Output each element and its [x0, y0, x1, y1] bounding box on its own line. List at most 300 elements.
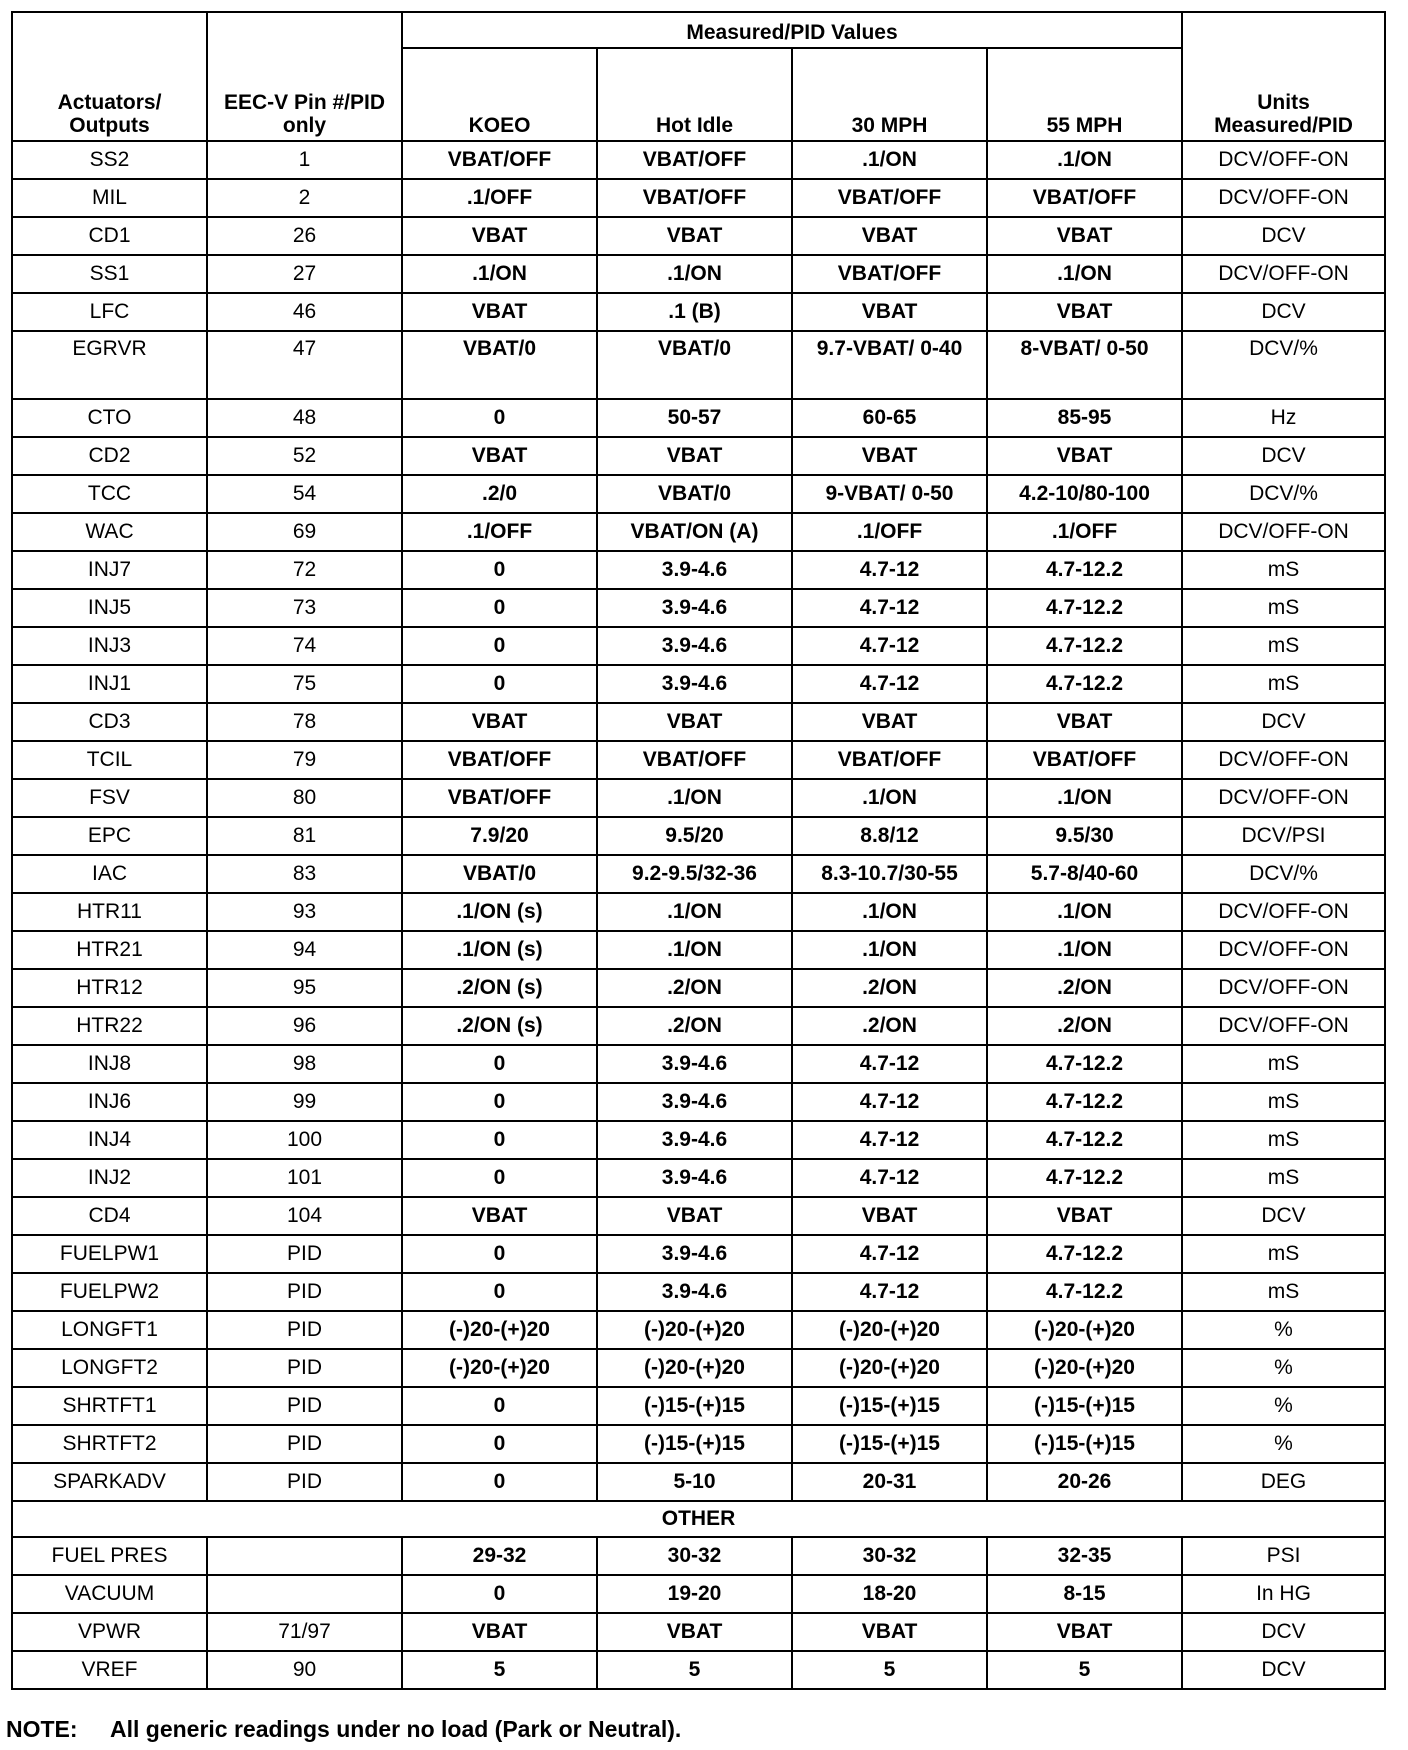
- actuator-name: VPWR: [12, 1613, 207, 1651]
- koeo-value: .2/ON (s): [402, 1007, 597, 1045]
- actuator-name: IAC: [12, 855, 207, 893]
- units-value: In HG: [1182, 1575, 1385, 1613]
- units-value: %: [1182, 1387, 1385, 1425]
- pin-number: 48: [207, 399, 402, 437]
- actuator-name: CD3: [12, 703, 207, 741]
- header-units: Units Measured/PID: [1182, 12, 1385, 141]
- pin-number: 1: [207, 141, 402, 179]
- koeo-value: 0: [402, 1425, 597, 1463]
- actuator-name: FUELPW1: [12, 1235, 207, 1273]
- table-row: [12, 1197, 1385, 1235]
- actuator-name: LONGFT2: [12, 1349, 207, 1387]
- table-row: [12, 1159, 1385, 1197]
- koeo-value: .1/ON: [402, 255, 597, 293]
- mph30-value: (-)15-(+)15: [792, 1387, 987, 1425]
- mph30-value: .2/ON: [792, 969, 987, 1007]
- pin-number: 75: [207, 665, 402, 703]
- mph30-value: .1/ON: [792, 893, 987, 931]
- actuator-name: INJ7: [12, 551, 207, 589]
- units-value: DCV: [1182, 1197, 1385, 1235]
- table-row: [12, 437, 1385, 475]
- units-value: DCV/%: [1182, 855, 1385, 893]
- units-value: mS: [1182, 1273, 1385, 1311]
- table-row: [12, 1235, 1385, 1273]
- koeo-value: 0: [402, 399, 597, 437]
- pin-number: PID: [207, 1425, 402, 1463]
- mph30-value: 4.7-12: [792, 1235, 987, 1273]
- koeo-value: 29-32: [402, 1537, 597, 1575]
- table-row: [12, 1349, 1385, 1387]
- hot-idle-value: 3.9-4.6: [597, 551, 792, 589]
- table-row: [12, 817, 1385, 855]
- hot-idle-value: (-)15-(+)15: [597, 1387, 792, 1425]
- actuator-name: LFC: [12, 293, 207, 331]
- mph30-value: 4.7-12: [792, 1159, 987, 1197]
- mph30-value: 60-65: [792, 399, 987, 437]
- koeo-value: VBAT/OFF: [402, 141, 597, 179]
- mph30-value: .1/ON: [792, 141, 987, 179]
- actuator-rows: [12, 141, 1385, 1501]
- units-value: mS: [1182, 627, 1385, 665]
- koeo-value: VBAT/0: [402, 331, 597, 399]
- actuator-name: EPC: [12, 817, 207, 855]
- mph55-value: 4.7-12.2: [987, 1235, 1182, 1273]
- mph30-value: 4.7-12: [792, 665, 987, 703]
- mph30-value: VBAT: [792, 703, 987, 741]
- actuator-name: CD1: [12, 217, 207, 255]
- hot-idle-value: .1 (B): [597, 293, 792, 331]
- actuator-name: CD4: [12, 1197, 207, 1235]
- koeo-value: 0: [402, 627, 597, 665]
- mph30-value: VBAT: [792, 437, 987, 475]
- mph55-value: VBAT/OFF: [987, 179, 1182, 217]
- mph30-value: 4.7-12: [792, 1273, 987, 1311]
- units-value: DCV/OFF-ON: [1182, 969, 1385, 1007]
- actuator-name: INJ8: [12, 1045, 207, 1083]
- mph55-value: 4.7-12.2: [987, 1159, 1182, 1197]
- header-55-mph: 55 MPH: [987, 48, 1182, 141]
- pin-number: PID: [207, 1387, 402, 1425]
- units-value: DCV: [1182, 1613, 1385, 1651]
- actuator-name: EGRVR: [12, 331, 207, 399]
- pin-number: PID: [207, 1311, 402, 1349]
- mph30-value: 20-31: [792, 1463, 987, 1501]
- pin-number: 72: [207, 551, 402, 589]
- koeo-value: .1/ON (s): [402, 893, 597, 931]
- hot-idle-value: VBAT: [597, 1613, 792, 1651]
- units-value: DCV: [1182, 703, 1385, 741]
- koeo-value: 0: [402, 1159, 597, 1197]
- table-row: [12, 1651, 1385, 1689]
- mph55-value: 5: [987, 1651, 1182, 1689]
- mph30-value: .1/ON: [792, 779, 987, 817]
- units-value: DCV/PSI: [1182, 817, 1385, 855]
- mph30-value: VBAT: [792, 1197, 987, 1235]
- mph30-value: (-)20-(+)20: [792, 1349, 987, 1387]
- pin-number: 90: [207, 1651, 402, 1689]
- units-value: %: [1182, 1349, 1385, 1387]
- koeo-value: .2/ON (s): [402, 969, 597, 1007]
- mph30-value: 30-32: [792, 1537, 987, 1575]
- pin-number: 98: [207, 1045, 402, 1083]
- table-row: [12, 893, 1385, 931]
- hot-idle-value: 5-10: [597, 1463, 792, 1501]
- koeo-value: VBAT: [402, 217, 597, 255]
- table-row: [12, 703, 1385, 741]
- hot-idle-value: 50-57: [597, 399, 792, 437]
- pin-number: [207, 1575, 402, 1613]
- units-value: DCV/OFF-ON: [1182, 255, 1385, 293]
- mph30-value: 5: [792, 1651, 987, 1689]
- mph55-value: 85-95: [987, 399, 1182, 437]
- units-value: DCV: [1182, 437, 1385, 475]
- units-value: %: [1182, 1425, 1385, 1463]
- pin-number: 54: [207, 475, 402, 513]
- units-value: %: [1182, 1311, 1385, 1349]
- koeo-value: 0: [402, 551, 597, 589]
- hot-idle-value: .1/ON: [597, 893, 792, 931]
- pin-number: 104: [207, 1197, 402, 1235]
- mph55-value: .1/ON: [987, 893, 1182, 931]
- eec-v-reference-table: [11, 11, 1386, 1690]
- table-row: [12, 589, 1385, 627]
- table-row: [12, 1575, 1385, 1613]
- pin-number: 47: [207, 331, 402, 399]
- pin-number: 78: [207, 703, 402, 741]
- koeo-value: VBAT/OFF: [402, 779, 597, 817]
- hot-idle-value: 3.9-4.6: [597, 627, 792, 665]
- actuator-name: HTR12: [12, 969, 207, 1007]
- pin-number: 74: [207, 627, 402, 665]
- hot-idle-value: (-)20-(+)20: [597, 1311, 792, 1349]
- actuator-name: FUEL PRES: [12, 1537, 207, 1575]
- units-value: DCV/OFF-ON: [1182, 513, 1385, 551]
- koeo-value: VBAT/OFF: [402, 741, 597, 779]
- koeo-value: VBAT/0: [402, 855, 597, 893]
- mph30-value: 4.7-12: [792, 1121, 987, 1159]
- pin-number: PID: [207, 1235, 402, 1273]
- koeo-value: VBAT: [402, 1197, 597, 1235]
- mph30-value: .1/ON: [792, 931, 987, 969]
- table-row: [12, 969, 1385, 1007]
- units-value: mS: [1182, 1235, 1385, 1273]
- hot-idle-value: VBAT: [597, 1197, 792, 1235]
- units-value: DCV/%: [1182, 331, 1385, 399]
- header-actuators: Actuators/ Outputs: [12, 12, 207, 141]
- hot-idle-value: 3.9-4.6: [597, 1045, 792, 1083]
- hot-idle-value: 3.9-4.6: [597, 1235, 792, 1273]
- hot-idle-value: .1/ON: [597, 779, 792, 817]
- pin-number: 73: [207, 589, 402, 627]
- units-value: mS: [1182, 1045, 1385, 1083]
- units-value: PSI: [1182, 1537, 1385, 1575]
- actuator-name: HTR22: [12, 1007, 207, 1045]
- hot-idle-value: VBAT: [597, 437, 792, 475]
- table-row: [12, 1537, 1385, 1575]
- actuator-name: CD2: [12, 437, 207, 475]
- hot-idle-value: VBAT/ON (A): [597, 513, 792, 551]
- pin-number: 93: [207, 893, 402, 931]
- table-row: [12, 331, 1385, 399]
- koeo-value: .2/0: [402, 475, 597, 513]
- table-row: [12, 1121, 1385, 1159]
- table-row: [12, 1083, 1385, 1121]
- koeo-value: .1/OFF: [402, 179, 597, 217]
- table-row: [12, 1007, 1385, 1045]
- pin-number: 2: [207, 179, 402, 217]
- table-row: [12, 475, 1385, 513]
- actuator-name: INJ4: [12, 1121, 207, 1159]
- actuator-name: INJ3: [12, 627, 207, 665]
- mph30-value: 8.3-10.7/30-55: [792, 855, 987, 893]
- units-value: mS: [1182, 551, 1385, 589]
- hot-idle-value: VBAT/OFF: [597, 179, 792, 217]
- note-label: NOTE:: [6, 1716, 78, 1742]
- hot-idle-value: .2/ON: [597, 969, 792, 1007]
- hot-idle-value: 30-32: [597, 1537, 792, 1575]
- koeo-value: 0: [402, 1463, 597, 1501]
- mph55-value: 8-VBAT/ 0-50: [987, 331, 1182, 399]
- pin-number: PID: [207, 1273, 402, 1311]
- koeo-value: 0: [402, 589, 597, 627]
- actuator-name: SPARKADV: [12, 1463, 207, 1501]
- table-row: [12, 255, 1385, 293]
- mph30-value: VBAT/OFF: [792, 255, 987, 293]
- mph30-value: VBAT: [792, 217, 987, 255]
- mph55-value: VBAT: [987, 703, 1182, 741]
- mph55-value: 20-26: [987, 1463, 1182, 1501]
- actuator-name: FUELPW2: [12, 1273, 207, 1311]
- mph55-value: .1/OFF: [987, 513, 1182, 551]
- mph30-value: VBAT/OFF: [792, 179, 987, 217]
- table-row: [12, 141, 1385, 179]
- hot-idle-value: .2/ON: [597, 1007, 792, 1045]
- table-row: [12, 217, 1385, 255]
- pin-number: 96: [207, 1007, 402, 1045]
- koeo-value: 0: [402, 1575, 597, 1613]
- mph30-value: 4.7-12: [792, 551, 987, 589]
- table-row: [12, 627, 1385, 665]
- actuator-name: HTR11: [12, 893, 207, 931]
- actuator-name: FSV: [12, 779, 207, 817]
- actuator-name: HTR21: [12, 931, 207, 969]
- units-value: DCV/OFF-ON: [1182, 893, 1385, 931]
- hot-idle-value: 3.9-4.6: [597, 665, 792, 703]
- mph30-value: 8.8/12: [792, 817, 987, 855]
- koeo-value: 0: [402, 1387, 597, 1425]
- hot-idle-value: VBAT/0: [597, 331, 792, 399]
- hot-idle-value: 3.9-4.6: [597, 1273, 792, 1311]
- actuator-name: CTO: [12, 399, 207, 437]
- hot-idle-value: .1/ON: [597, 931, 792, 969]
- units-value: DCV/OFF-ON: [1182, 141, 1385, 179]
- table-row: [12, 1273, 1385, 1311]
- table-row: [12, 1463, 1385, 1501]
- mph55-value: VBAT: [987, 217, 1182, 255]
- actuator-name: MIL: [12, 179, 207, 217]
- koeo-value: .1/ON (s): [402, 931, 597, 969]
- actuator-name: SHRTFT2: [12, 1425, 207, 1463]
- pin-number: [207, 1537, 402, 1575]
- table-row: [12, 513, 1385, 551]
- mph55-value: 4.7-12.2: [987, 1273, 1182, 1311]
- mph55-value: .2/ON: [987, 969, 1182, 1007]
- actuator-name: LONGFT1: [12, 1311, 207, 1349]
- table-row: [12, 855, 1385, 893]
- mph55-value: VBAT: [987, 1613, 1182, 1651]
- mph55-value: 9.5/30: [987, 817, 1182, 855]
- mph30-value: .1/OFF: [792, 513, 987, 551]
- mph30-value: (-)20-(+)20: [792, 1311, 987, 1349]
- note-text: All generic readings under no load (Park or Neutral).: [110, 1716, 682, 1742]
- hot-idle-value: 9.5/20: [597, 817, 792, 855]
- pin-number: 46: [207, 293, 402, 331]
- hot-idle-value: 3.9-4.6: [597, 1083, 792, 1121]
- koeo-value: 0: [402, 1235, 597, 1273]
- mph55-value: 4.7-12.2: [987, 551, 1182, 589]
- mph55-value: VBAT: [987, 437, 1182, 475]
- units-value: mS: [1182, 589, 1385, 627]
- mph55-value: .2/ON: [987, 1007, 1182, 1045]
- koeo-value: 0: [402, 1045, 597, 1083]
- header-koeo: KOEO: [402, 48, 597, 141]
- table-row: [12, 1387, 1385, 1425]
- pin-number: 80: [207, 779, 402, 817]
- table-row: [12, 665, 1385, 703]
- units-value: DCV/%: [1182, 475, 1385, 513]
- hot-idle-value: 3.9-4.6: [597, 1159, 792, 1197]
- table-row: [12, 399, 1385, 437]
- koeo-value: 0: [402, 665, 597, 703]
- table-row: [12, 293, 1385, 331]
- units-value: DCV/OFF-ON: [1182, 741, 1385, 779]
- mph55-value: 4.7-12.2: [987, 1121, 1182, 1159]
- mph55-value: 4.7-12.2: [987, 665, 1182, 703]
- mph55-value: (-)20-(+)20: [987, 1311, 1182, 1349]
- pin-number: PID: [207, 1463, 402, 1501]
- units-value: DCV: [1182, 217, 1385, 255]
- pin-number: 99: [207, 1083, 402, 1121]
- table-row: [12, 1045, 1385, 1083]
- header-pin: EEC-V Pin #/PID only: [207, 12, 402, 141]
- actuator-name: TCC: [12, 475, 207, 513]
- mph55-value: VBAT: [987, 293, 1182, 331]
- hot-idle-value: .1/ON: [597, 255, 792, 293]
- hot-idle-value: (-)15-(+)15: [597, 1425, 792, 1463]
- mph55-value: 32-35: [987, 1537, 1182, 1575]
- table-row: [12, 179, 1385, 217]
- units-value: DCV/OFF-ON: [1182, 179, 1385, 217]
- hot-idle-value: (-)20-(+)20: [597, 1349, 792, 1387]
- table-row: [12, 931, 1385, 969]
- actuator-name: SS2: [12, 141, 207, 179]
- units-value: DEG: [1182, 1463, 1385, 1501]
- header-measured-group: Measured/PID Values: [402, 12, 1182, 48]
- pin-number: 27: [207, 255, 402, 293]
- mph30-value: 4.7-12: [792, 1045, 987, 1083]
- mph55-value: .1/ON: [987, 141, 1182, 179]
- pin-number: 52: [207, 437, 402, 475]
- mph30-value: 9-VBAT/ 0-50: [792, 475, 987, 513]
- mph30-value: 9.7-VBAT/ 0-40: [792, 331, 987, 399]
- koeo-value: VBAT: [402, 293, 597, 331]
- pin-number: 101: [207, 1159, 402, 1197]
- koeo-value: 0: [402, 1121, 597, 1159]
- mph55-value: VBAT/OFF: [987, 741, 1182, 779]
- mph55-value: (-)15-(+)15: [987, 1425, 1182, 1463]
- footnote: [6, 1716, 681, 1743]
- hot-idle-value: 3.9-4.6: [597, 589, 792, 627]
- mph55-value: (-)15-(+)15: [987, 1387, 1182, 1425]
- mph30-value: 4.7-12: [792, 1083, 987, 1121]
- table-row: [12, 741, 1385, 779]
- units-value: mS: [1182, 1121, 1385, 1159]
- units-value: mS: [1182, 665, 1385, 703]
- units-value: DCV/OFF-ON: [1182, 779, 1385, 817]
- other-rows: [12, 1537, 1385, 1689]
- koeo-value: VBAT: [402, 703, 597, 741]
- header-30-mph: 30 MPH: [792, 48, 987, 141]
- mph55-value: 4.2-10/80-100: [987, 475, 1182, 513]
- actuator-name: VREF: [12, 1651, 207, 1689]
- pin-number: 83: [207, 855, 402, 893]
- mph30-value: VBAT: [792, 293, 987, 331]
- mph30-value: VBAT: [792, 1613, 987, 1651]
- hot-idle-value: VBAT: [597, 703, 792, 741]
- actuator-name: INJ6: [12, 1083, 207, 1121]
- table-row: [12, 551, 1385, 589]
- mph55-value: (-)20-(+)20: [987, 1349, 1182, 1387]
- actuator-name: INJ1: [12, 665, 207, 703]
- other-section-label: [12, 1501, 1385, 1537]
- hot-idle-value: 19-20: [597, 1575, 792, 1613]
- table-row: [12, 779, 1385, 817]
- actuator-name: INJ2: [12, 1159, 207, 1197]
- koeo-value: .1/OFF: [402, 513, 597, 551]
- units-value: DCV/OFF-ON: [1182, 1007, 1385, 1045]
- pin-number: 94: [207, 931, 402, 969]
- mph30-value: 4.7-12: [792, 589, 987, 627]
- units-value: Hz: [1182, 399, 1385, 437]
- hot-idle-value: VBAT: [597, 217, 792, 255]
- koeo-value: 5: [402, 1651, 597, 1689]
- mph55-value: 5.7-8/40-60: [987, 855, 1182, 893]
- header-hot-idle: Hot Idle: [597, 48, 792, 141]
- hot-idle-value: 3.9-4.6: [597, 1121, 792, 1159]
- hot-idle-value: VBAT/OFF: [597, 741, 792, 779]
- koeo-value: 7.9/20: [402, 817, 597, 855]
- actuator-name: INJ5: [12, 589, 207, 627]
- mph30-value: (-)15-(+)15: [792, 1425, 987, 1463]
- table-row: [12, 1613, 1385, 1651]
- pin-number: 69: [207, 513, 402, 551]
- mph55-value: .1/ON: [987, 255, 1182, 293]
- koeo-value: VBAT: [402, 1613, 597, 1651]
- pin-number: 26: [207, 217, 402, 255]
- pin-number: 95: [207, 969, 402, 1007]
- mph55-value: 4.7-12.2: [987, 1083, 1182, 1121]
- mph55-value: .1/ON: [987, 931, 1182, 969]
- hot-idle-value: VBAT/0: [597, 475, 792, 513]
- mph55-value: 4.7-12.2: [987, 1045, 1182, 1083]
- actuator-name: SHRTFT1: [12, 1387, 207, 1425]
- units-value: DCV: [1182, 293, 1385, 331]
- pin-number: PID: [207, 1349, 402, 1387]
- units-value: DCV/OFF-ON: [1182, 931, 1385, 969]
- pin-number: 71/97: [207, 1613, 402, 1651]
- mph30-value: 4.7-12: [792, 627, 987, 665]
- units-value: mS: [1182, 1083, 1385, 1121]
